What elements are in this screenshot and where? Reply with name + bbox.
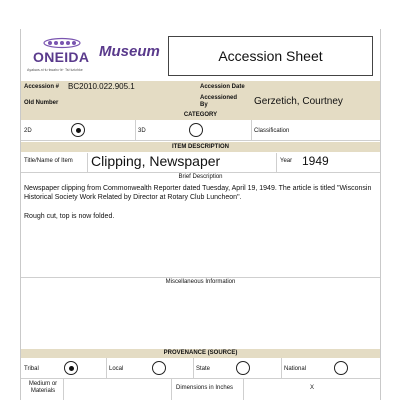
- category-heading: CATEGORY: [183, 112, 218, 118]
- dimensions-separator: X: [310, 385, 315, 391]
- museum-label: Museum: [99, 43, 160, 60]
- title-label: Title/Name of Item: [24, 158, 73, 164]
- old-number-field[interactable]: [68, 97, 188, 107]
- accession-number-field[interactable]: BC2010.022.905.1: [68, 82, 135, 91]
- divider: [193, 358, 194, 378]
- accessioned-by-field[interactable]: Gerzetich, Courtney: [254, 96, 343, 107]
- old-number-label: Old Number: [24, 100, 59, 106]
- category-3d-radio[interactable]: [189, 123, 203, 137]
- classification-label: Classification: [254, 128, 290, 134]
- divider: [135, 120, 136, 140]
- accessioned-by-label: Accessioned By: [200, 95, 238, 108]
- provenance-tribal-radio[interactable]: [64, 361, 78, 375]
- divider: [21, 172, 380, 173]
- divider: [21, 378, 380, 379]
- oneida-logo: [27, 37, 97, 79]
- provenance-tribal-label: Tribal: [24, 366, 39, 372]
- divider: [87, 153, 88, 172]
- dimensions-label: Dimensions in Inches: [176, 385, 234, 391]
- medium-label: Medium or Materials: [28, 381, 58, 394]
- provenance-local-radio[interactable]: [152, 361, 166, 375]
- sheet-title-box: [168, 36, 373, 76]
- category-2d-radio[interactable]: [71, 123, 85, 137]
- year-label: Year: [280, 158, 293, 164]
- oneida-emblem-icon: [42, 37, 82, 49]
- divider: [106, 358, 107, 378]
- brief-description-field[interactable]: [24, 184, 376, 276]
- provenance-national-radio[interactable]: [334, 361, 348, 375]
- provenance-heading: PROVENANCE (SOURCE): [163, 350, 238, 356]
- provenance-national-label: National: [284, 366, 307, 372]
- dimensions-field[interactable]: [245, 381, 377, 395]
- misc-info-label: Miscellaneous Information: [165, 279, 236, 285]
- sheet-title: Accession Sheet: [218, 48, 323, 64]
- divider: [21, 277, 380, 278]
- provenance-local-label: Local: [109, 366, 124, 372]
- radio-selected-dot: [76, 128, 81, 133]
- brief-description-paragraph: Rough cut, top is now folded.: [24, 213, 115, 220]
- divider: [276, 153, 277, 172]
- accession-date-label: Accession Date: [200, 84, 245, 90]
- accession-sheet: [20, 29, 381, 400]
- accession-number-label: Accession #: [24, 84, 60, 90]
- divider: [281, 358, 282, 378]
- title-field[interactable]: Clipping, Newspaper: [91, 153, 221, 169]
- category-3d-label: 3D: [138, 128, 146, 134]
- provenance-state-radio[interactable]: [236, 361, 250, 375]
- divider: [243, 378, 244, 400]
- misc-info-field[interactable]: [24, 289, 376, 345]
- year-field[interactable]: 1949: [302, 154, 329, 168]
- item-description-heading: ITEM DESCRIPTION: [171, 144, 229, 150]
- divider: [21, 140, 380, 141]
- radio-selected-dot: [69, 366, 74, 371]
- category-2d-label: 2D: [24, 128, 32, 134]
- divider: [63, 378, 64, 400]
- brief-description-label: Brief Description: [178, 174, 223, 180]
- logo-tagline: Ayakwa-ni·lu·kwahʌ·lé· Tsi·kʌtʌhke: [27, 68, 83, 72]
- logo-name: ONEIDA: [33, 49, 90, 65]
- accession-date-field[interactable]: [253, 82, 373, 92]
- provenance-state-label: State: [196, 366, 211, 372]
- medium-field[interactable]: [66, 381, 166, 395]
- classification-field[interactable]: [301, 124, 377, 136]
- divider: [251, 120, 252, 140]
- brief-description-paragraph: Newspaper clipping from Commonwealth Reporter dated Tuesday, April 19, 1949. The article is titled "Wisconsin Historical Society Work Related by Director at Rotary Club Luncheon".: [24, 185, 372, 201]
- divider: [171, 378, 172, 400]
